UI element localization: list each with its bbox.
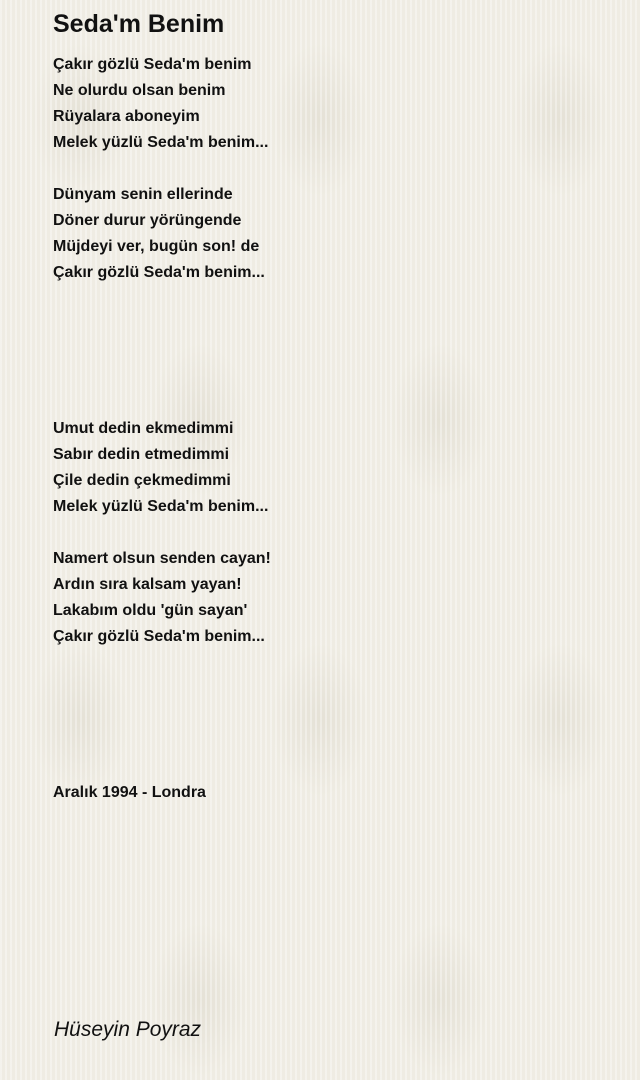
- stanza-spacer: [53, 676, 613, 702]
- poem-body: [53, 52, 613, 806]
- stanza-spacer: [53, 728, 613, 754]
- poem-line: Sabır dedin etmedimmi: [53, 446, 230, 463]
- stanza-spacer: [53, 650, 613, 676]
- date-location: Aralık 1994 - Londra: [53, 784, 206, 801]
- stanza-3: [53, 416, 613, 520]
- poem-line: Melek yüzlü Seda'm benim...: [53, 498, 269, 515]
- author-name: Hüseyin Poyraz: [54, 1018, 202, 1041]
- stanza-4: [53, 546, 613, 650]
- stanza-spacer: [53, 364, 613, 390]
- poem-line: Umut dedin ekmedimmi: [53, 420, 234, 437]
- stanza-1: [53, 52, 613, 156]
- stanza-2: [53, 182, 613, 286]
- poem-line: Müjdeyi ver, bugün son! de: [53, 238, 260, 255]
- poem-title: Seda'm Benim: [53, 10, 225, 38]
- stanza-spacer: [53, 156, 613, 182]
- poem-line: Çakır gözlü Seda'm benim...: [53, 264, 265, 281]
- stanza-spacer: [53, 702, 613, 728]
- poem-line: Melek yüzlü Seda'm benim...: [53, 134, 269, 151]
- poem-line: Çile dedin çekmedimmi: [53, 472, 231, 489]
- poem-line: Ardın sıra kalsam yayan!: [53, 576, 242, 593]
- stanza-spacer: [53, 520, 613, 546]
- stanza-spacer: [53, 390, 613, 416]
- poem-line: Çakır gözlü Seda'm benim: [53, 56, 252, 73]
- stanza-spacer: [53, 312, 613, 338]
- poem-line: Ne olurdu olsan benim: [53, 82, 226, 99]
- poem-line: Lakabım oldu 'gün sayan': [53, 602, 248, 619]
- stanza-spacer: [53, 754, 613, 780]
- poem-line: Namert olsun senden cayan!: [53, 550, 271, 567]
- stanza-spacer: [53, 286, 613, 312]
- poem-line: Dünyam senin ellerinde: [53, 186, 233, 203]
- stanza-spacer: [53, 338, 613, 364]
- poem-line: Rüyalara aboneyim: [53, 108, 200, 125]
- poem-line: Döner durur yörüngende: [53, 212, 242, 229]
- poem-line: Çakır gözlü Seda'm benim...: [53, 628, 265, 645]
